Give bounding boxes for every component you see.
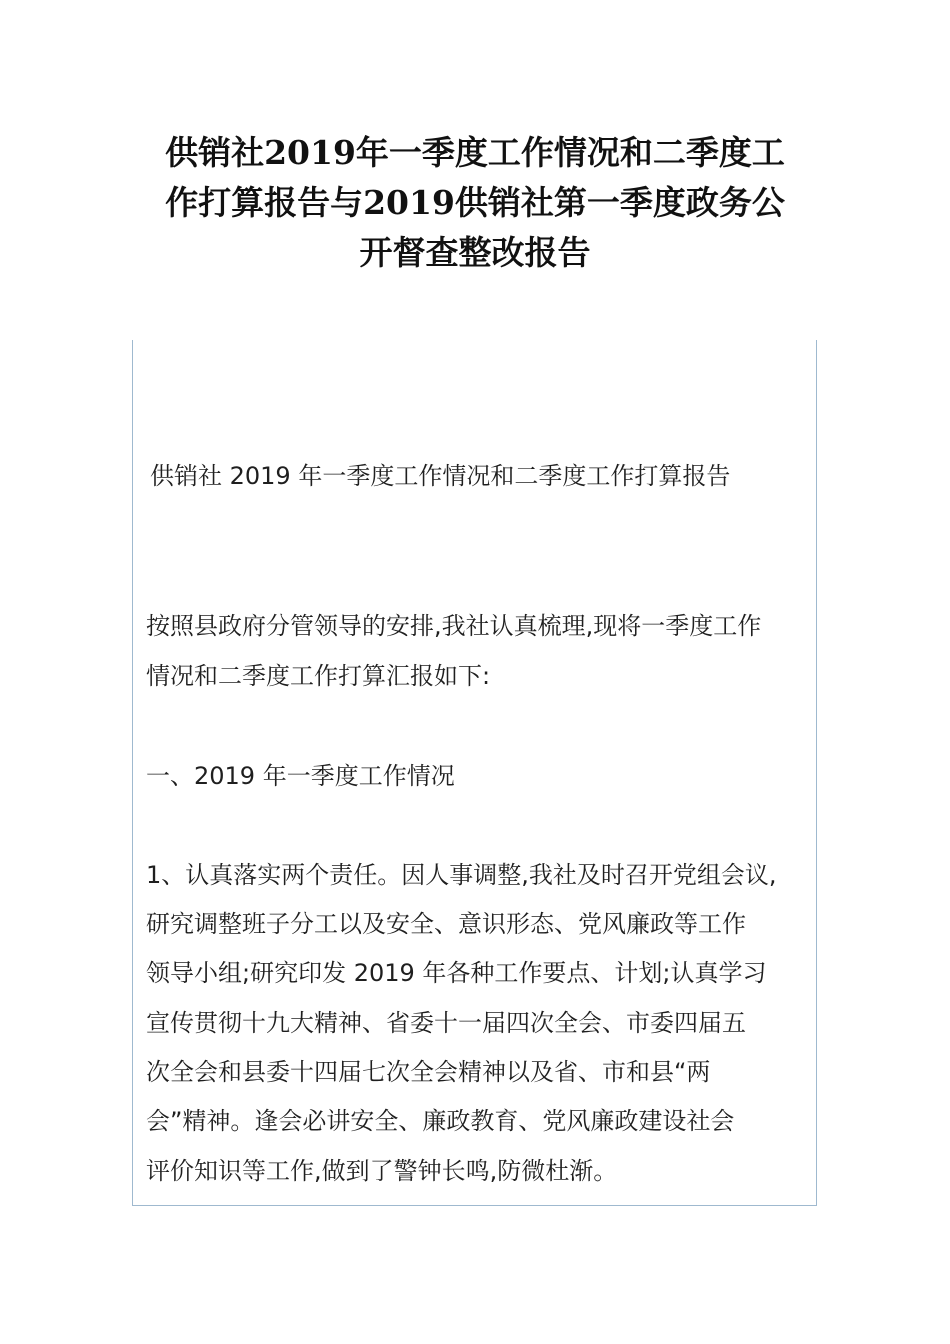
- document-title: [120, 128, 830, 278]
- item1-line-3: 领导小组;研究印发 2019 年各种工作要点、计划;认真学习: [146, 959, 767, 987]
- item1-line-1: 1、认真落实两个责任。因人事调整,我社及时召开党组会议,: [146, 861, 777, 889]
- report-subtitle: 供销社 2019 年一季度工作情况和二季度工作打算报告: [150, 462, 731, 490]
- item1-line-6: 会”精神。逢会必讲安全、廉政教育、党风廉政建设社会: [146, 1107, 735, 1135]
- section-heading: 一、2019 年一季度工作情况: [146, 762, 455, 790]
- title-line-3: 开督查整改报告: [359, 233, 591, 272]
- title-line-2: 作打算报告与2019供销社第一季度政务公: [165, 183, 785, 222]
- intro-line-2: 情况和二季度工作打算汇报如下:: [146, 662, 491, 690]
- intro-line-1: 按照县政府分管领导的安排,我社认真梳理,现将一季度工作: [146, 612, 762, 640]
- item1-line-7: 评价知识等工作,做到了警钟长鸣,防微杜渐。: [146, 1157, 618, 1185]
- item1-line-5: 次全会和县委十四届七次全会精神以及省、市和县“两: [146, 1058, 711, 1086]
- item1-line-2: 研究调整班子分工以及安全、意识形态、党风廉政等工作: [146, 910, 746, 938]
- item1-line-4: 宣传贯彻十九大精神、省委十一届四次全会、市委四届五: [146, 1009, 746, 1037]
- title-line-1: 供销社2019年一季度工作情况和二季度工: [165, 133, 785, 172]
